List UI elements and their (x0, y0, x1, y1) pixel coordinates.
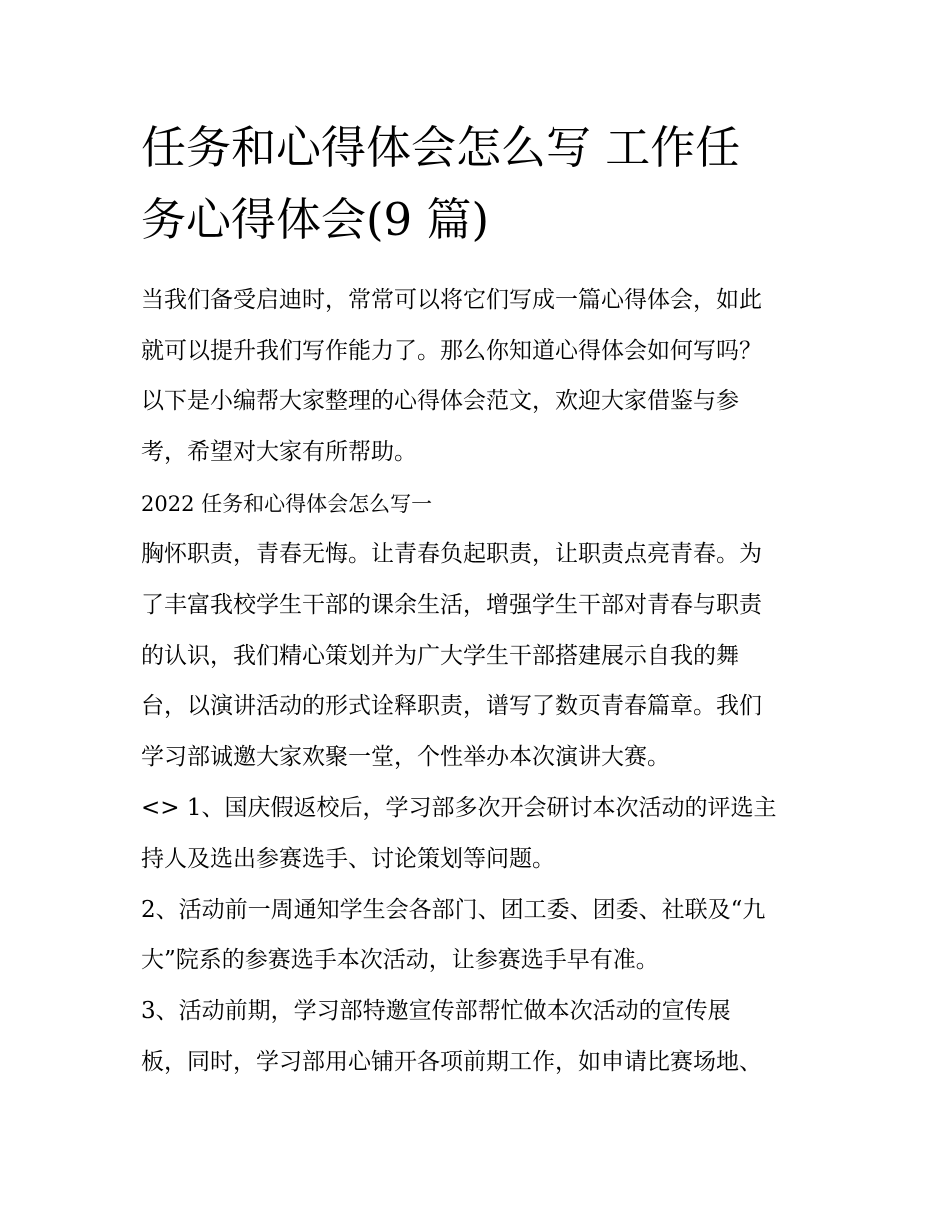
list-item-2-line-2: 大”院系的参赛选手本次活动，让参赛选手早有准。 (141, 947, 659, 973)
list-item-3-line-2: 板，同时，学习部用心铺开各项前期工作，如申请比赛场地、 (141, 1049, 762, 1075)
list-item-3-line-1: 3、活动前期，学习部特邀宣传部帮忙做本次活动的宣传展 (141, 998, 731, 1024)
section-heading: 2022 任务和心得体会怎么写一 (141, 492, 433, 516)
body-line-2: 了丰富我校学生干部的课余生活，增强学生干部对青春与职责 (141, 592, 762, 618)
intro-line-1: 当我们备受启迪时，常常可以将它们写成一篇心得体会，如此 (141, 287, 762, 313)
list-item-1-line-1: <> 1、国庆假返校后，学习部多次开会研讨本次活动的评选主 (141, 795, 777, 821)
intro-line-2: 就可以提升我们写作能力了。那么你知道心得体会如何写吗？ (141, 338, 762, 364)
list-item-2-line-1: 2、活动前一周通知学生会各部门、团工委、团委、社联及“九 (141, 897, 766, 923)
title-line-2: 务心得体会(9 篇) (141, 193, 490, 246)
body-line-4: 台，以演讲活动的形式诠释职责，谱写了数页青春篇章。我们 (141, 693, 762, 719)
intro-line-3: 以下是小编帮大家整理的心得体会范文，欢迎大家借鉴与参 (141, 388, 739, 414)
intro-line-4: 考，希望对大家有所帮助。 (141, 439, 417, 465)
list-item-1-line-2: 持人及选出参赛选手、讨论策划等问题。 (141, 846, 555, 872)
body-line-3: 的认识，我们精心策划并为广大学生干部搭建展示自我的舞 (141, 643, 739, 669)
body-line-5: 学习部诚邀大家欢聚一堂，个性举办本次演讲大赛。 (141, 744, 670, 770)
body-line-1: 胸怀职责，青春无悔。让青春负起职责，让职责点亮青春。为 (141, 541, 762, 567)
title-line-1: 任务和心得体会怎么写 工作任 (141, 121, 741, 174)
document-title (141, 112, 811, 256)
